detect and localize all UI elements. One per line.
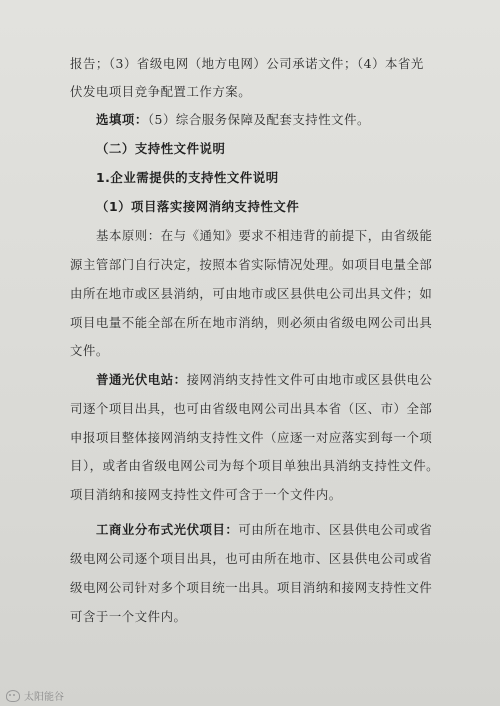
text-fragment: 接网消纳支持性文件可由地市或区县供电公 [186,372,433,387]
text-line: 基本原则：在与《通知》要求不相违背的前提下，由省级能 [96,228,433,243]
text-line: 伏发电项目竞争配置工作方案。 [70,84,252,99]
label-optional: 选填项： [96,112,148,127]
subsection-heading: 1.企业需提供的支持性文件说明 [96,170,279,185]
text-fragment: （5）综合服务保障及配套支持性文件。 [147,112,370,127]
label-commercial-pv: 工商业分布式光伏项目： [96,522,239,537]
text-fragment: 可由所在地市、区县供电公司或省 [238,522,433,537]
text-line [96,112,370,128]
watermark [6,688,64,703]
text-line: 级电网公司针对多个项目统一出具。项目消纳和接网支持性文件 [70,580,433,595]
subsubsection-heading: （1）项目落实接网消纳支持性文件 [96,199,300,214]
text-line: 由所在地市或区县消纳，可由地市或区县供电公司出具文件；如 [70,286,433,301]
text-line: 文件。 [70,343,109,358]
text-line: 级电网公司逐个项目出具，也可由所在地市、区县供电公司或省 [70,551,433,566]
text-line: 项目电量不能全部在所在地市消纳，则必须由省级电网公司出具 [70,315,433,330]
text-line: 申报项目整体接网消纳支持性文件（应逐一对应落实到每一个项 [70,430,433,445]
label-ordinary-pv: 普通光伏电站： [96,372,187,387]
text-line: 可含于一个文件内。 [70,609,187,624]
text-line: 司逐个项目出具，也可由省级电网公司出具本省（区、市）全部 [70,401,433,416]
text-line [96,372,432,388]
watermark-text: 太阳能谷 [24,692,64,703]
text-line: 源主管部门自行决定，按照本省实际情况处理。如项目电量全部 [70,257,433,272]
text-line: 项目消纳和接网支持性文件可含于一个文件内。 [70,487,342,502]
wechat-icon [6,690,20,702]
section-heading: （二）支持性文件说明 [96,141,226,156]
text-line: 目），或者由省级电网公司为每个项目单独出具消纳支持性文件。 [70,458,440,473]
text-line: 报告；（3）省级电网（地方电网）公司承诺文件；（4）本省光 [70,56,424,71]
